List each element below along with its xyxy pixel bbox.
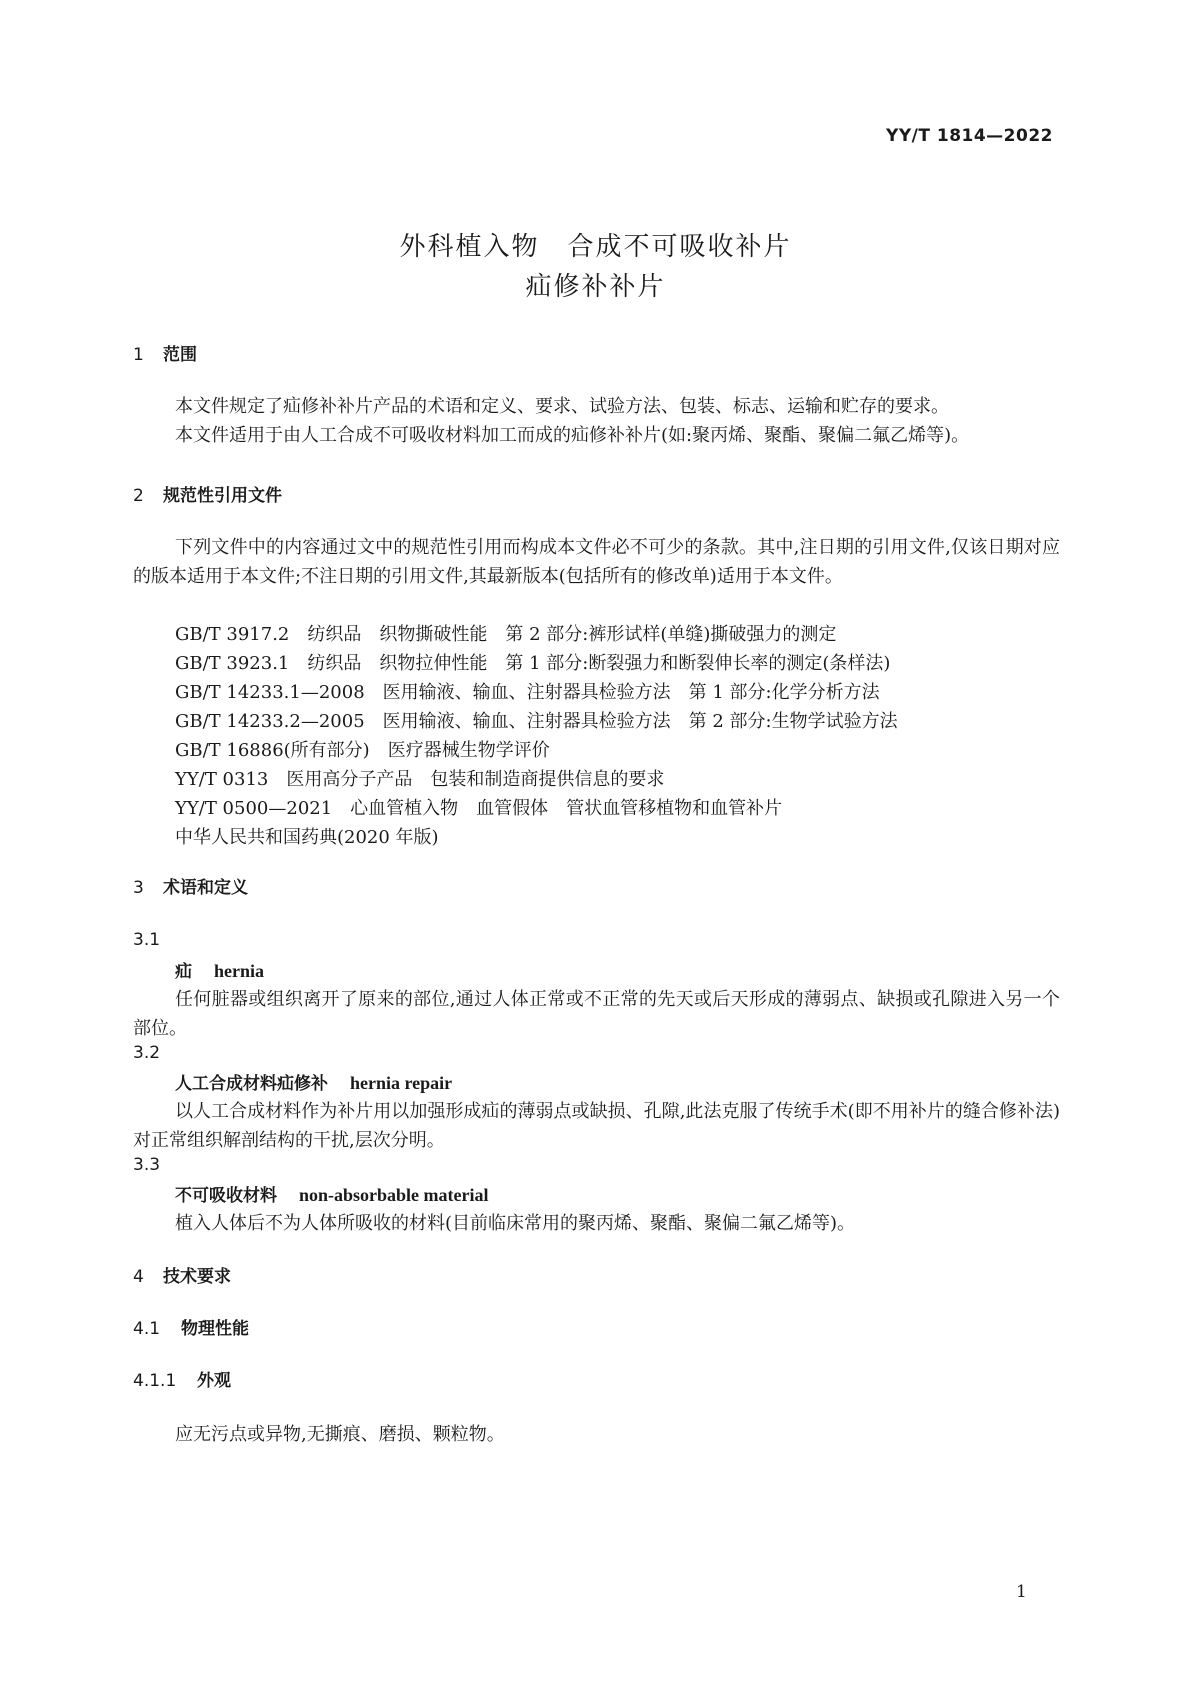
term-zh: 疝 xyxy=(175,962,192,982)
reference-item: YY/T 0313 医用高分子产品 包装和制造商提供信息的要求 xyxy=(175,769,665,790)
section-title: 术语和定义 xyxy=(163,878,248,898)
term-zh: 不可吸收材料 xyxy=(175,1186,277,1206)
scope-paragraph-2: 本文件适用于由人工合成不可吸收材料加工而成的疝修补补片(如:聚丙烯、聚酯、聚偏二氟乙烯等)。 xyxy=(175,425,970,446)
scope-paragraph-1: 本文件规定了疝修补补片产品的术语和定义、要求、试验方法、包装、标志、运输和贮存的要求。 xyxy=(175,396,949,417)
term-definition: 以人工合成材料作为补片用以加强形成疝的薄弱点或缺损、孔隙,此法克服了传统手术(即不用补片的缝合修补法)对正常组织解剖结构的干扰,层次分明。 xyxy=(133,1101,1060,1151)
section-number: 4 xyxy=(133,1267,144,1287)
section-number: 2 xyxy=(133,486,144,506)
appearance-requirement: 应无污点或异物,无撕痕、磨损、颗粒物。 xyxy=(175,1424,505,1445)
term-heading xyxy=(175,1181,489,1206)
reference-item: YY/T 0500—2021 心血管植入物 血管假体 管状血管移植物和血管补片 xyxy=(175,798,783,819)
term-zh: 人工合成材料疝修补 xyxy=(175,1074,328,1094)
reference-item: GB/T 3923.1 纺织品 织物拉伸性能 第 1 部分:断裂强力和断裂伸长率的测定(条样法) xyxy=(175,653,891,674)
section-4-heading xyxy=(133,1262,231,1287)
term-en: non-absorbable material xyxy=(299,1185,489,1205)
reference-item: GB/T 3917.2 纺织品 织物撕破性能 第 2 部分:裤形试样(单缝)撕破强力的测定 xyxy=(175,624,837,645)
section-2-heading xyxy=(133,481,282,506)
page-number: 1 xyxy=(1016,1582,1027,1602)
subsection-4-1-1-heading xyxy=(133,1366,231,1391)
section-number: 4.1.1 xyxy=(133,1371,177,1391)
normative-references-intro: 下列文件中的内容通过文中的规范性引用而构成本文件必不可少的条款。其中,注日期的引用文件,仅该日期对应的版本适用于本文件;不注日期的引用文件,其最新版本(包括所有的修改单)适用于本文件。 xyxy=(133,537,1060,587)
term-number: 3.2 xyxy=(133,1043,161,1063)
section-title: 外观 xyxy=(197,1371,231,1391)
section-number: 3 xyxy=(133,878,144,898)
document-title-line1: 外科植入物 合成不可吸收补片 xyxy=(399,232,792,262)
term-definition: 植入人体后不为人体所吸收的材料(目前临床常用的聚丙烯、聚酯、聚偏二氟乙烯等)。 xyxy=(175,1213,856,1234)
standard-code: YY/T 1814—2022 xyxy=(886,126,1053,146)
term-heading xyxy=(175,1069,452,1094)
section-title: 技术要求 xyxy=(163,1267,231,1287)
subsection-4-1-heading xyxy=(133,1314,249,1339)
section-title: 物理性能 xyxy=(181,1319,249,1339)
term-heading xyxy=(175,957,264,982)
document-title-line2: 疝修补补片 xyxy=(525,272,666,302)
section-3-heading xyxy=(133,873,248,898)
reference-item: 中华人民共和国药典(2020 年版) xyxy=(175,827,439,848)
section-number: 1 xyxy=(133,345,144,365)
reference-item: GB/T 16886(所有部分) 医疗器械生物学评价 xyxy=(175,740,550,761)
reference-item: GB/T 14233.2—2005 医用输液、输血、注射器具检验方法 第 2 部分:生物学试验方法 xyxy=(175,711,898,732)
term-number: 3.3 xyxy=(133,1155,161,1175)
term-number: 3.1 xyxy=(133,930,161,950)
term-en: hernia repair xyxy=(350,1073,453,1093)
term-en: hernia xyxy=(214,961,265,981)
section-title: 范围 xyxy=(163,345,197,365)
section-title: 规范性引用文件 xyxy=(163,486,282,506)
section-number: 4.1 xyxy=(133,1319,161,1339)
term-definition: 任何脏器或组织离开了原来的部位,通过人体正常或不正常的先天或后天形成的薄弱点、缺损或孔隙进入另一个部位。 xyxy=(133,989,1060,1039)
section-1-heading xyxy=(133,340,197,365)
reference-item: GB/T 14233.1—2008 医用输液、输血、注射器具检验方法 第 1 部分:化学分析方法 xyxy=(175,682,880,703)
